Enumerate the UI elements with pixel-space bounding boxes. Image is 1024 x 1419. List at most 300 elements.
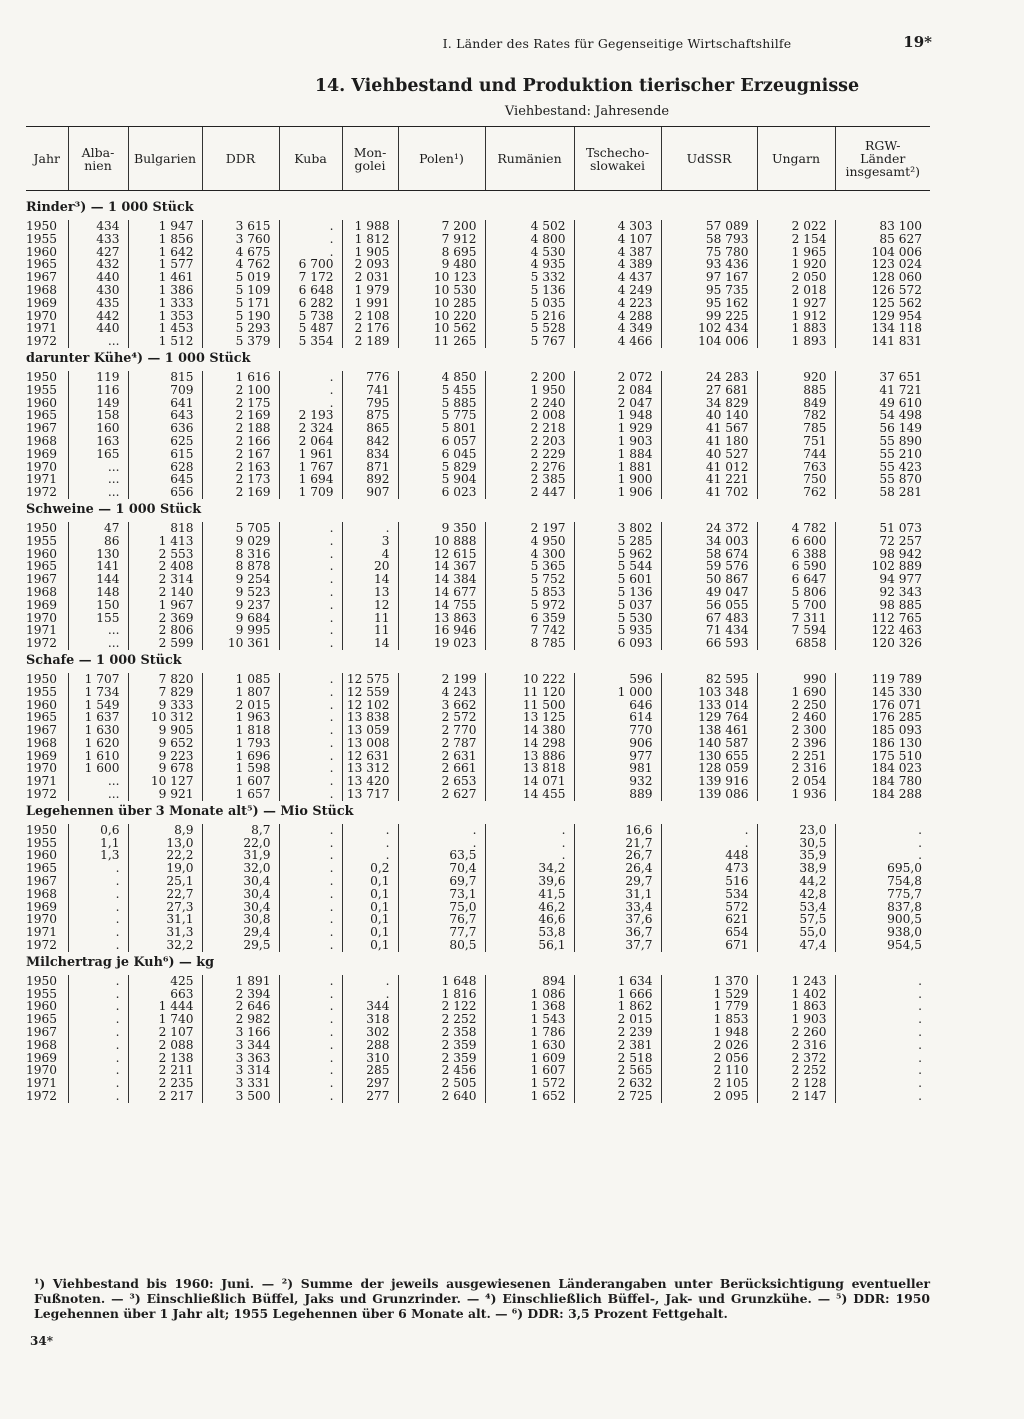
table-cell: 30,5 <box>757 837 835 850</box>
table-cell: 709 <box>128 384 202 397</box>
table-cell: 0,2 <box>342 862 398 875</box>
table-cell: 849 <box>757 397 835 410</box>
table-cell: 185 093 <box>835 724 930 737</box>
table-cell: 1 929 <box>574 422 661 435</box>
table-cell: 932 <box>574 775 661 788</box>
table-cell: 750 <box>757 473 835 486</box>
table-cell: 4 223 <box>574 297 661 310</box>
table-cell: 5 601 <box>574 573 661 586</box>
table-cell: 32,2 <box>128 939 202 952</box>
table-cell: 93 436 <box>661 258 757 271</box>
table-cell: 907 <box>342 486 398 499</box>
table-cell: ... <box>68 788 128 801</box>
table-cell: 46,2 <box>485 901 574 914</box>
year-cell: 1970 <box>26 761 58 776</box>
table-cell: . <box>835 1064 930 1077</box>
table-cell: 3 662 <box>398 699 485 712</box>
table-cell: 4 935 <box>485 258 574 271</box>
table-row <box>26 686 930 699</box>
table-cell: . <box>68 939 128 952</box>
table-row <box>26 461 930 474</box>
table-row <box>26 422 930 435</box>
table-cell: 38,9 <box>757 862 835 875</box>
table-cell: 67 483 <box>661 612 757 625</box>
table-cell: 11 <box>342 612 398 625</box>
table-cell: 920 <box>757 371 835 384</box>
table-cell: 9 333 <box>128 699 202 712</box>
table-cell: 85 627 <box>835 233 930 246</box>
table-cell: . <box>279 535 342 548</box>
table-row <box>26 435 930 448</box>
table-cell: 6 590 <box>757 560 835 573</box>
column-header: Jahr <box>26 127 68 191</box>
table-cell: . <box>835 1013 930 1026</box>
table-cell: 310 <box>342 1052 398 1065</box>
table-cell: 981 <box>574 762 661 775</box>
table-cell: . <box>68 901 128 914</box>
table-cell: 27 681 <box>661 384 757 397</box>
table-cell: 1 690 <box>757 686 835 699</box>
table-cell: 3 760 <box>202 233 279 246</box>
table-cell: 14 455 <box>485 788 574 801</box>
table-cell: 30,4 <box>202 901 279 914</box>
year-cell: 1950 <box>26 671 58 686</box>
year-cell: 1950 <box>26 369 58 384</box>
table-cell: 155 <box>68 612 128 625</box>
table-cell: 6 600 <box>757 535 835 548</box>
table-cell: 13 717 <box>342 788 398 801</box>
table-cell: 120 326 <box>835 637 930 650</box>
table-cell: 1 402 <box>757 988 835 1001</box>
table-cell: 4 243 <box>398 686 485 699</box>
table-cell: 2 372 <box>757 1052 835 1065</box>
table-cell: 4 530 <box>485 246 574 259</box>
table-cell: 641 <box>128 397 202 410</box>
table-cell: 1 333 <box>128 297 202 310</box>
table-cell: 2 188 <box>202 422 279 435</box>
table-cell: 10 312 <box>128 711 202 724</box>
table-cell: 4 850 <box>398 371 485 384</box>
table-cell: 2 447 <box>485 486 574 499</box>
table-cell: 344 <box>342 1000 398 1013</box>
table-cell: 11 <box>342 624 398 637</box>
table-cell: 55 890 <box>835 435 930 448</box>
table-cell: . <box>279 939 342 952</box>
table-cell: 2 314 <box>128 573 202 586</box>
table-cell: 9 684 <box>202 612 279 625</box>
table-cell: 6 647 <box>757 573 835 586</box>
table-cell: ... <box>68 461 128 474</box>
table-cell: 837,8 <box>835 901 930 914</box>
table-cell: 139 086 <box>661 788 757 801</box>
table-cell: 815 <box>128 371 202 384</box>
table-cell: 5 019 <box>202 271 279 284</box>
table-cell: 5 829 <box>398 461 485 474</box>
table-cell: 4 349 <box>574 322 661 335</box>
table-cell: 1 634 <box>574 975 661 988</box>
table-cell: 150 <box>68 599 128 612</box>
table-cell: 1 413 <box>128 535 202 548</box>
table-cell: 99 225 <box>661 310 757 323</box>
table-cell: 133 014 <box>661 699 757 712</box>
table-cell: 938,0 <box>835 926 930 939</box>
table-cell: 1 920 <box>757 258 835 271</box>
table-cell: 13 886 <box>485 750 574 763</box>
year-cell: 1971 <box>26 1076 58 1091</box>
table-cell: 2 394 <box>202 988 279 1001</box>
year-cell: 1968 <box>26 886 58 901</box>
table-cell: ... <box>68 335 128 348</box>
table-cell: 2 646 <box>202 1000 279 1013</box>
table-cell: 144 <box>68 573 128 586</box>
table-row <box>26 371 930 384</box>
table-cell: 2 787 <box>398 737 485 750</box>
table-cell: . <box>279 888 342 901</box>
table-cell: 1 927 <box>757 297 835 310</box>
table-cell: 5 853 <box>485 586 574 599</box>
table-cell: 160 <box>68 422 128 435</box>
table-cell: 1 906 <box>574 486 661 499</box>
table-cell: 435 <box>68 297 128 310</box>
section-heading: Rinder³) — 1 000 Stück <box>26 200 194 216</box>
table-cell: 2 385 <box>485 473 574 486</box>
table-cell: 10 123 <box>398 271 485 284</box>
table-cell: 2 166 <box>202 435 279 448</box>
year-cell: 1969 <box>26 295 58 310</box>
table-cell: 2 252 <box>398 1013 485 1026</box>
table-row <box>26 788 930 801</box>
table-row <box>26 384 930 397</box>
table-cell: 1 461 <box>128 271 202 284</box>
table-cell: 176 071 <box>835 699 930 712</box>
table-cell: . <box>68 975 128 988</box>
table-cell: 1 607 <box>202 775 279 788</box>
table-cell: 21,7 <box>574 837 661 850</box>
table-cell: 83 100 <box>835 220 930 233</box>
table-cell: . <box>835 1026 930 1039</box>
table-cell: 1 368 <box>485 1000 574 1013</box>
table-cell: 865 <box>342 422 398 435</box>
table-cell: 58 674 <box>661 548 757 561</box>
year-cell: 1967 <box>26 874 58 889</box>
table-cell: . <box>279 1052 342 1065</box>
table-cell: 2 008 <box>485 409 574 422</box>
year-cell: 1972 <box>26 334 58 349</box>
table-cell: . <box>279 624 342 637</box>
table-cell: 103 348 <box>661 686 757 699</box>
table-cell: 2 163 <box>202 461 279 474</box>
column-header: Rumänien <box>485 127 574 191</box>
table-cell: 842 <box>342 435 398 448</box>
table-cell: 128 060 <box>835 271 930 284</box>
table-cell: 2 128 <box>757 1077 835 1090</box>
table-cell: 11 265 <box>398 335 485 348</box>
table-cell: 5 544 <box>574 560 661 573</box>
table-cell: 318 <box>342 1013 398 1026</box>
table-cell: 2 107 <box>128 1026 202 1039</box>
table-cell: 13 818 <box>485 762 574 775</box>
table-cell: 2 154 <box>757 233 835 246</box>
table-cell: 2 982 <box>202 1013 279 1026</box>
table-cell: . <box>68 888 128 901</box>
table-cell: 0,1 <box>342 926 398 939</box>
table-row <box>26 284 930 297</box>
table-cell: 50 867 <box>661 573 757 586</box>
table-cell: 95 162 <box>661 297 757 310</box>
year-cell: 1967 <box>26 1025 58 1040</box>
table-cell: 1 620 <box>68 737 128 750</box>
table-row <box>26 837 930 850</box>
section-heading-row <box>26 952 930 975</box>
table-cell: 4 950 <box>485 535 574 548</box>
table-cell: 14 <box>342 637 398 650</box>
table-cell: 1 905 <box>342 246 398 259</box>
table-cell: 29,5 <box>202 939 279 952</box>
table-cell: 14 384 <box>398 573 485 586</box>
table-cell: 5 528 <box>485 322 574 335</box>
table-cell: 80,5 <box>398 939 485 952</box>
table-cell: . <box>279 699 342 712</box>
table-cell: 6 359 <box>485 612 574 625</box>
table-cell: 297 <box>342 1077 398 1090</box>
table-cell: . <box>835 824 930 837</box>
table-cell: 4 300 <box>485 548 574 561</box>
table-cell: 744 <box>757 448 835 461</box>
table-cell: 148 <box>68 586 128 599</box>
table-cell: . <box>279 711 342 724</box>
table-cell: 448 <box>661 849 757 862</box>
table-row <box>26 824 930 837</box>
table-cell: 5 109 <box>202 284 279 297</box>
table-cell: 119 789 <box>835 673 930 686</box>
table-cell: . <box>835 837 930 850</box>
table-cell: 2 015 <box>202 699 279 712</box>
year-cell: 1965 <box>26 559 58 574</box>
year-cell: 1972 <box>26 938 58 953</box>
table-cell: 434 <box>68 220 128 233</box>
table-cell: 1 610 <box>68 750 128 763</box>
year-cell: 1965 <box>26 861 58 876</box>
table-cell: 129 764 <box>661 711 757 724</box>
table-cell: 57,5 <box>757 913 835 926</box>
table-cell: 2 211 <box>128 1064 202 1077</box>
table-cell: 66 593 <box>661 637 757 650</box>
table-cell: 1 881 <box>574 461 661 474</box>
table-cell: 2 200 <box>485 371 574 384</box>
table-cell: 53,8 <box>485 926 574 939</box>
table-cell: 47 <box>68 522 128 535</box>
table-cell: 94 977 <box>835 573 930 586</box>
table-cell: 2 661 <box>398 762 485 775</box>
table-cell: 871 <box>342 461 398 474</box>
table-cell: . <box>68 1026 128 1039</box>
table-cell: 102 434 <box>661 322 757 335</box>
table-cell: 140 587 <box>661 737 757 750</box>
year-cell: 1965 <box>26 1012 58 1027</box>
table-cell: . <box>279 901 342 914</box>
table-cell: 8 785 <box>485 637 574 650</box>
table-cell: 615 <box>128 448 202 461</box>
table-cell: 4 303 <box>574 220 661 233</box>
table-cell: 2 093 <box>342 258 398 271</box>
table-cell: 5 530 <box>574 612 661 625</box>
table-cell: 122 463 <box>835 624 930 637</box>
table-cell: 2 631 <box>398 750 485 763</box>
table-cell: 71 434 <box>661 624 757 637</box>
table-cell: 741 <box>342 384 398 397</box>
table-cell: 9 029 <box>202 535 279 548</box>
table-cell: 9 523 <box>202 586 279 599</box>
table-cell: 13 059 <box>342 724 398 737</box>
table-cell: 8,9 <box>128 824 202 837</box>
table-cell: 433 <box>68 233 128 246</box>
table-cell: 1 767 <box>279 461 342 474</box>
footnotes: ¹) Viehbestand bis 1960: Juni. — ²) Summe der jeweils ausgewiesenen Länderangaben unter Berücksichtigung eventueller Fußnoten. — ³) Einschließlich Büffel, Jaks und Grunzrinder. — ⁴) Einschließlich Büffel-, Jak- und Grunzkühe. — ⁵) DDR: 1950 Legehennen über 1 Jahr alt; 1955 Legehennen über 6 Monate alt. — ⁶) DDR: 3,5 Prozent Fettgehalt. <box>34 1276 930 1321</box>
table-cell: 1 991 <box>342 297 398 310</box>
table-cell: 2 072 <box>574 371 661 384</box>
table-cell: 30,8 <box>202 913 279 926</box>
year-cell: 1970 <box>26 610 58 625</box>
table-cell: 2 358 <box>398 1026 485 1039</box>
table-cell: 56,1 <box>485 939 574 952</box>
table-cell: . <box>279 573 342 586</box>
table-cell: 5 767 <box>485 335 574 348</box>
table-cell: . <box>279 824 342 837</box>
table-cell: 149 <box>68 397 128 410</box>
table-cell: 12 559 <box>342 686 398 699</box>
table-cell: 98 885 <box>835 599 930 612</box>
table-cell: . <box>279 612 342 625</box>
table-title: 14. Viehbestand und Produktion tierischer Erzeugnisse <box>314 76 860 96</box>
table-cell: 41 721 <box>835 384 930 397</box>
table-cell: 0,1 <box>342 939 398 952</box>
table-cell: 2 235 <box>128 1077 202 1090</box>
table-cell: . <box>68 1013 128 1026</box>
table-cell: 139 916 <box>661 775 757 788</box>
section-heading: Milchertrag je Kuh⁶) — kg <box>26 954 215 970</box>
table-cell: 12 <box>342 599 398 612</box>
year-cell: 1968 <box>26 584 58 599</box>
table-cell: 184 288 <box>835 788 930 801</box>
table-cell: 2 252 <box>757 1064 835 1077</box>
table-cell: 621 <box>661 913 757 926</box>
table-cell: 10 127 <box>128 775 202 788</box>
year-cell: 1969 <box>26 597 58 612</box>
table-cell: 75,0 <box>398 901 485 914</box>
column-header: DDR <box>202 127 279 191</box>
table-cell: 2 095 <box>661 1090 757 1103</box>
table-cell: . <box>279 1077 342 1090</box>
year-cell: 1955 <box>26 231 58 246</box>
table-cell: 29,4 <box>202 926 279 939</box>
table-cell: 285 <box>342 1064 398 1077</box>
table-cell: 1 386 <box>128 284 202 297</box>
table-cell: 31,1 <box>574 888 661 901</box>
table-cell: . <box>342 975 398 988</box>
table-cell: 9 237 <box>202 599 279 612</box>
table-cell: 1 642 <box>128 246 202 259</box>
table-cell: 1 696 <box>202 750 279 763</box>
table-cell: 6 282 <box>279 297 342 310</box>
table-cell: 442 <box>68 310 128 323</box>
table-cell: . <box>279 724 342 737</box>
table-cell: . <box>279 1064 342 1077</box>
year-cell: 1965 <box>26 710 58 725</box>
table-cell: 30,4 <box>202 888 279 901</box>
table-cell: 5 904 <box>398 473 485 486</box>
table-cell: 1 543 <box>485 1013 574 1026</box>
table-cell: 22,2 <box>128 849 202 862</box>
section-heading-row <box>26 650 930 673</box>
table-cell: 4 502 <box>485 220 574 233</box>
table-cell: 129 954 <box>835 310 930 323</box>
table-cell: 5 885 <box>398 397 485 410</box>
table-cell: . <box>835 975 930 988</box>
table-row <box>26 522 930 535</box>
table-cell: 1 950 <box>485 384 574 397</box>
table-cell: 2 015 <box>574 1013 661 1026</box>
table-row <box>26 1026 930 1039</box>
table-cell: 130 655 <box>661 750 757 763</box>
table-cell: 0,1 <box>342 901 398 914</box>
year-cell: 1971 <box>26 321 58 336</box>
table-cell: 55 870 <box>835 473 930 486</box>
table-cell: 14 755 <box>398 599 485 612</box>
table-cell: 2 572 <box>398 711 485 724</box>
table-cell: 19 023 <box>398 637 485 650</box>
year-cell: 1968 <box>26 735 58 750</box>
table-cell: 572 <box>661 901 757 914</box>
table-row <box>26 737 930 750</box>
table-cell: 7 742 <box>485 624 574 637</box>
table-row <box>26 637 930 650</box>
table-cell: 2 147 <box>757 1090 835 1103</box>
table-cell: 7 200 <box>398 220 485 233</box>
table-cell: 9 254 <box>202 573 279 586</box>
table-cell: 1,3 <box>68 849 128 862</box>
table-cell: 3 344 <box>202 1039 279 1052</box>
table-cell: . <box>835 1077 930 1090</box>
year-cell: 1960 <box>26 697 58 712</box>
table-cell: 5 190 <box>202 310 279 323</box>
table-cell: . <box>279 599 342 612</box>
year-cell: 1972 <box>26 1089 58 1104</box>
table-cell: 26,4 <box>574 862 661 875</box>
table-cell: . <box>279 862 342 875</box>
table-row <box>26 913 930 926</box>
table-cell: 1 812 <box>342 233 398 246</box>
table-cell: 104 006 <box>835 246 930 259</box>
table-cell: 440 <box>68 271 128 284</box>
table-cell: 82 595 <box>661 673 757 686</box>
table-cell: 1 793 <box>202 737 279 750</box>
table-cell: 7 912 <box>398 233 485 246</box>
table-cell: 1 637 <box>68 711 128 724</box>
table-cell: 1 903 <box>757 1013 835 1026</box>
year-cell: 1970 <box>26 459 58 474</box>
year-cell: 1955 <box>26 684 58 699</box>
table-cell: 2 088 <box>128 1039 202 1052</box>
table-cell: 4 107 <box>574 233 661 246</box>
table-cell: 1 807 <box>202 686 279 699</box>
table-cell: . <box>342 849 398 862</box>
table-cell: 2 553 <box>128 548 202 561</box>
table-cell: 86 <box>68 535 128 548</box>
table-cell: . <box>279 1039 342 1052</box>
table-cell: 6 700 <box>279 258 342 271</box>
table-cell: 141 <box>68 560 128 573</box>
table-cell: . <box>279 673 342 686</box>
